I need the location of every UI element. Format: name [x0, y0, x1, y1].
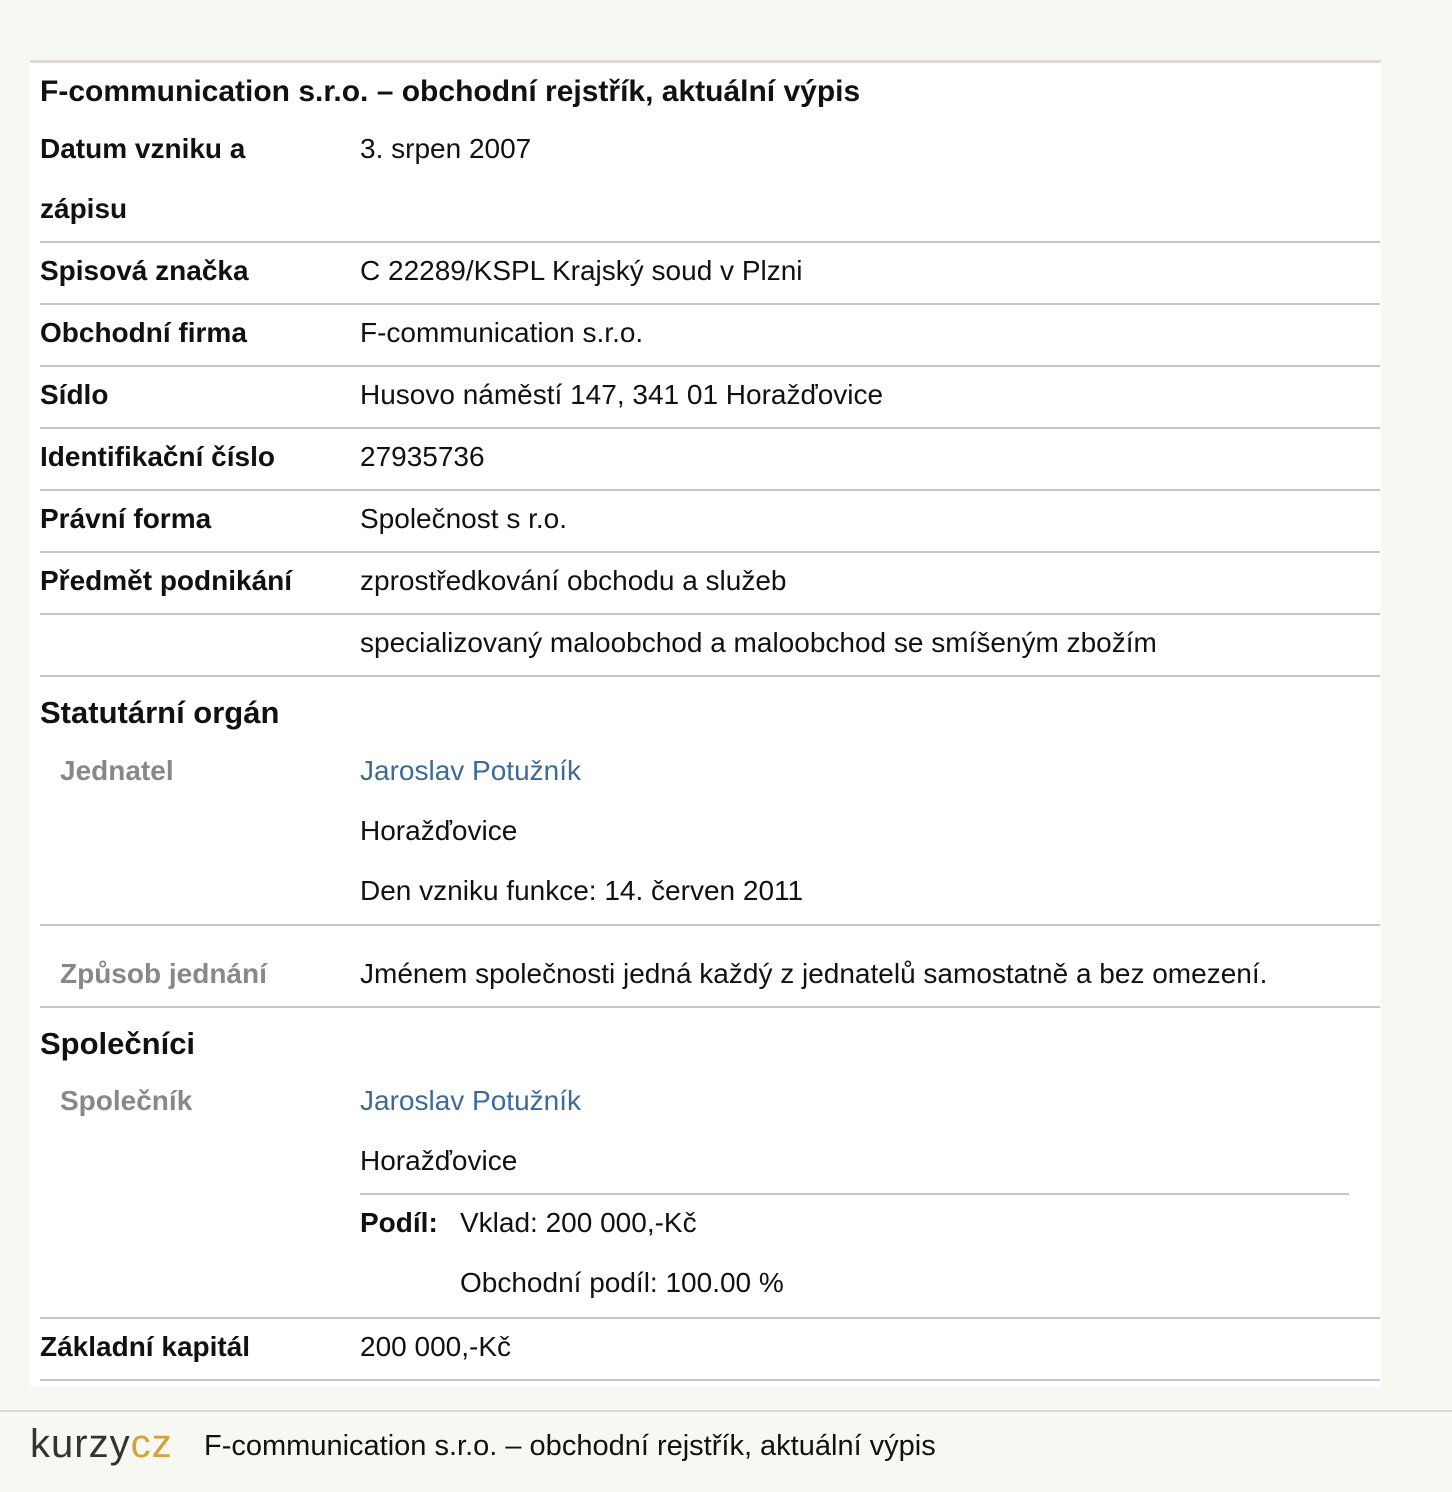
- value-predmet-1: zprostředkování obchodu a služeb: [360, 565, 787, 596]
- row-obchodni-firma: [40, 305, 1380, 367]
- value-zakladni-kapital: 200 000,-Kč: [360, 1331, 511, 1362]
- label-datum-vzniku-2: zápisu: [40, 193, 128, 224]
- jednatel-city: Horažďovice: [360, 815, 518, 846]
- section-spolecnici: Společníci: [40, 1026, 196, 1061]
- label-jednatel: Jednatel: [60, 755, 174, 786]
- row-spisova-znacka: [40, 243, 1380, 305]
- row-zpusob-jednani: [40, 926, 1380, 1008]
- value-spisova-znacka: C 22289/KSPL Krajský soud v Plzni: [360, 255, 803, 286]
- label-spolecnik: Společník: [60, 1085, 193, 1116]
- footer-bar: [0, 1410, 1452, 1492]
- page-title: F-communication s.r.o. – obchodní rejstřík, aktuální výpis: [40, 75, 861, 108]
- value-pravni-forma: Společnost s r.o.: [360, 503, 568, 534]
- value-obchodni-firma: F-communication s.r.o.: [360, 317, 644, 348]
- jednatel-name-link[interactable]: Jaroslav Potužník: [360, 755, 581, 786]
- value-vklad: Vklad: 200 000,-Kč: [460, 1207, 697, 1238]
- section-statutarni-organ: Statutární orgán: [40, 695, 280, 730]
- spolecnik-city: Horažďovice: [360, 1145, 518, 1176]
- label-podil: Podíl:: [360, 1207, 438, 1238]
- podil-divider: [360, 1193, 1349, 1195]
- row-sidlo: [40, 367, 1380, 429]
- row-jednatel: [40, 753, 1380, 926]
- value-predmet-2: specializovaný maloobchod a maloobchod se smíšeným zbožím: [360, 627, 1157, 658]
- row-datum-vzniku: [40, 121, 1380, 243]
- label-pravni-forma: Právní forma: [40, 503, 212, 534]
- label-zpusob-jednani: Způsob jednání: [60, 958, 267, 989]
- value-identifikacni-cislo: 27935736: [360, 441, 485, 472]
- spolecnik-name-link[interactable]: Jaroslav Potužník: [360, 1085, 581, 1116]
- row-predmet-podnikani: [40, 553, 1380, 615]
- value-zpusob-jednani: Jménem společnosti jedná každý z jednatelů samostatně a bez omezení.: [360, 958, 1268, 989]
- jednatel-since: Den vzniku funkce: 14. červen 2011: [360, 875, 804, 906]
- row-identifikacni-cislo: [40, 429, 1380, 491]
- label-predmet-podnikani: Předmět podnikání: [40, 565, 293, 596]
- row-zakladni-kapital: [40, 1319, 1380, 1381]
- label-identifikacni-cislo: Identifikační číslo: [40, 441, 275, 472]
- row-predmet-podnikani-2: [40, 615, 1380, 677]
- row-pravni-forma: [40, 491, 1380, 553]
- label-obchodni-firma: Obchodní firma: [40, 317, 247, 348]
- label-zakladni-kapital: Základní kapitál: [40, 1331, 251, 1362]
- label-datum-vzniku-1: Datum vzniku a: [40, 133, 246, 164]
- register-extract-card: [30, 60, 1381, 1387]
- value-datum-vzniku: 3. srpen 2007: [360, 133, 532, 164]
- value-obchodni-podil: Obchodní podíl: 100.00 %: [460, 1267, 784, 1298]
- kurzy-cz-logo[interactable]: kurzycz: [30, 1422, 173, 1466]
- value-sidlo: Husovo náměstí 147, 341 01 Horažďovice: [360, 379, 884, 410]
- footer-title: F-communication s.r.o. – obchodní rejstřík, aktuální výpis: [204, 1430, 936, 1462]
- row-spolecnik: [40, 1083, 1380, 1319]
- label-sidlo: Sídlo: [40, 379, 109, 410]
- label-spisova-znacka: Spisová značka: [40, 255, 249, 286]
